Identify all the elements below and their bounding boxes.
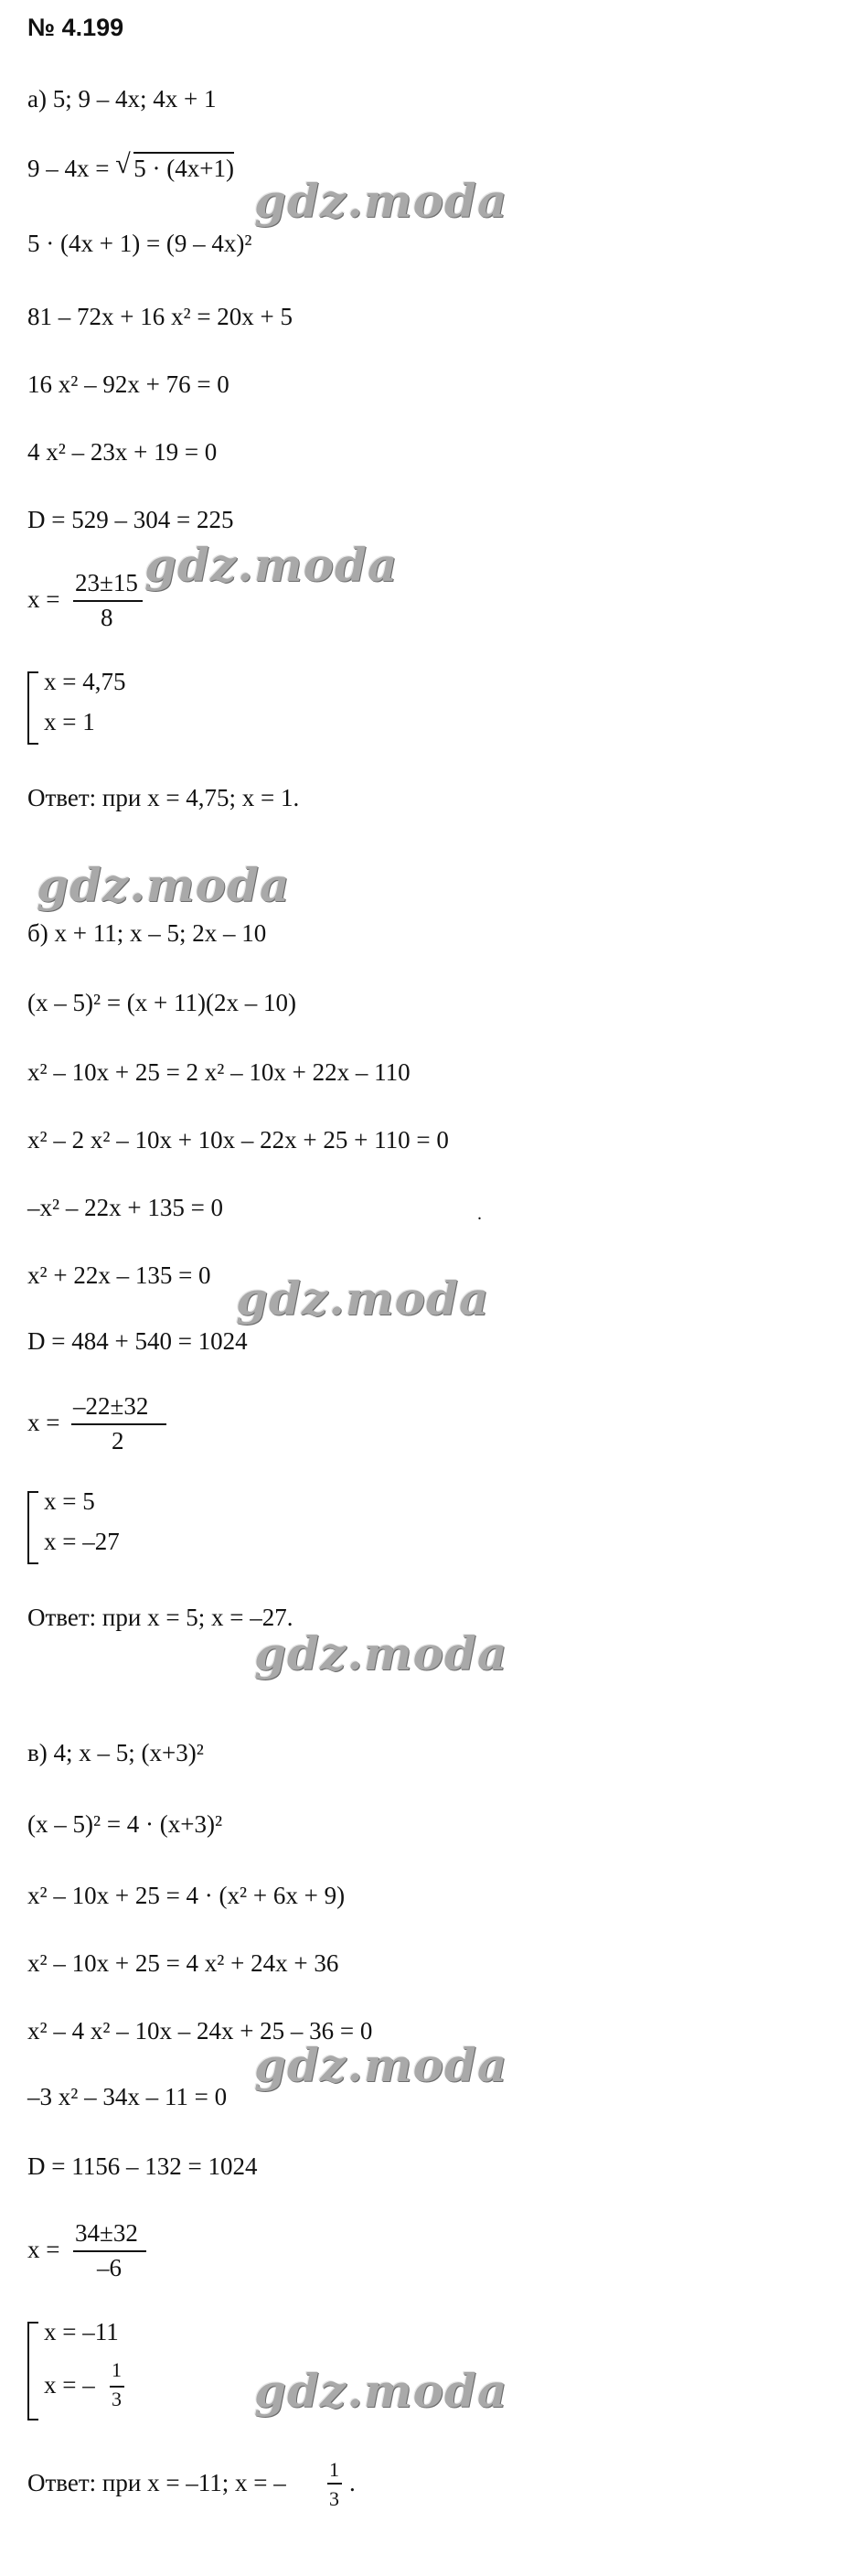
part-c-answer [27,2455,411,2519]
part-b-answer: Ответ: при x = 5; x = –27. [27,1604,293,1631]
frac-denominator: 2 [112,1427,124,1454]
watermark: gdz.moda [254,2038,508,2092]
watermark: gdz.moda [144,538,399,592]
part-c-equation-2: x² – 10x + 25 = 4 · (x² + 6x + 9) [27,1882,346,1909]
part-c-equation-5: –3 x² – 34x – 11 = 0 [27,2083,228,2110]
part-a-equation-3: 81 – 72x + 16 x² = 20x + 5 [27,303,293,330]
frac-numerator: –22±32 [73,1392,149,1420]
root-1: x = –11 [44,2318,119,2345]
root-2 [44,2358,154,2419]
part-b-equation-3: x² – 2 x² – 10x + 10x – 22x + 25 + 110 = 0 [27,1126,449,1154]
frac-numerator: 23±15 [75,569,138,596]
frac-lhs: x = [27,585,60,613]
part-b-equation-1: (x – 5)² = (x + 11)(2x – 10) [27,989,296,1016]
part-c-equation-1: (x – 5)² = 4 · (x+3)² [27,1810,223,1838]
part-c-equation-4: x² – 4 x² – 10x – 24x + 25 – 36 = 0 [27,2017,373,2045]
part-a-roots-system [27,668,210,745]
watermark: gdz.moda [254,2364,508,2418]
root-2: x = –27 [44,1528,120,1555]
part-b-roots-system [27,1487,210,1564]
root-1: x = 4,75 [44,668,126,695]
root-2-denominator: 3 [112,2388,122,2410]
frac-numerator: 34±32 [75,2219,138,2247]
part-c-roots-formula [27,2199,210,2283]
frac-lhs: x = [27,1409,60,1436]
frac-denominator: 8 [101,604,113,631]
system-bracket [27,671,38,745]
answer-period: . [349,2469,356,2496]
part-b-given: б) x + 11; x – 5; 2x – 10 [27,919,267,947]
answer-denominator: 3 [329,2487,339,2510]
stray-dot: . [477,1204,482,1224]
part-a-given: а) 5; 9 – 4x; 4x + 1 [27,85,217,113]
part-a-equation-1 [27,154,234,183]
part-a-answer: Ответ: при x = 4,75; x = 1. [27,784,300,811]
system-bracket [27,1491,38,1564]
root-2: x = 1 [44,708,95,735]
part-c-roots-system [27,2318,210,2419]
part-b-roots-formula [27,1372,229,1454]
problem-number: № 4.199 [27,14,124,41]
fraction-bar [71,1423,166,1425]
answer-lhs: Ответ: при x = –11; x = – [27,2469,286,2496]
fraction-bar [73,2250,146,2252]
answer-numerator: 1 [329,2458,339,2481]
frac-lhs: x = [27,2236,60,2263]
part-b-equation-2: x² – 10x + 25 = 2 x² – 10x + 22x – 110 [27,1058,411,1086]
sqrt-symbol [115,154,234,183]
system-bracket [27,2322,38,2420]
root-2-numerator: 1 [112,2358,122,2381]
watermark: gdz.moda [254,1626,508,1680]
root-1: x = 5 [44,1487,95,1515]
part-c-given: в) 4; x – 5; (x+3)² [27,1739,204,1766]
part-b-equation-5: x² + 22x – 135 = 0 [27,1261,211,1289]
fraction-bar [73,600,143,602]
part-c-discriminant: D = 1156 – 132 = 1024 [27,2152,258,2180]
part-b-equation-4: –x² – 22x + 135 = 0 [27,1194,224,1221]
part-a-equation-5: 4 x² – 23x + 19 = 0 [27,438,218,466]
part-a-eq1-radicand: 5 · (4x+1) [133,152,234,182]
root-2-lhs: x = – [44,2371,95,2399]
frac-denominator: –6 [97,2254,122,2281]
part-b-discriminant: D = 484 + 540 = 1024 [27,1327,248,1355]
part-a-equation-4: 16 x² – 92x + 76 = 0 [27,370,229,398]
watermark: gdz.moda [37,858,291,912]
part-a-equation-2: 5 · (4x + 1) = (9 – 4x)² [27,230,252,257]
watermark: gdz.moda [254,174,508,228]
part-a-eq1-lhs: 9 – 4x = [27,155,116,182]
part-c-equation-3: x² – 10x + 25 = 4 x² + 24x + 36 [27,1949,339,1977]
part-a-discriminant: D = 529 – 304 = 225 [27,506,234,533]
watermark: gdz.moda [236,1272,490,1326]
